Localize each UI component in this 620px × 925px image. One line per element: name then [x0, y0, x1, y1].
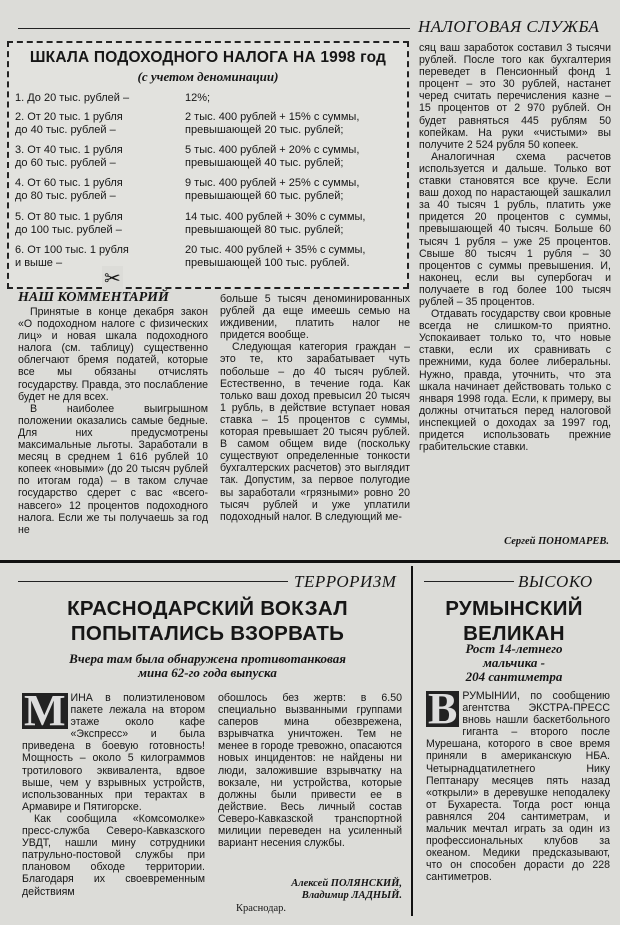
giant-headline: РУМЫНСКИЙ ВЕЛИКАН: [445, 597, 583, 645]
row-rate: 5 тыс. 400 рублей + 20% с суммы, превышающей 40 тыс. рублей;: [185, 144, 360, 169]
rubric-line: [18, 28, 410, 29]
paragraph: Как сообщила «Комсомолке» пресс-служба Северо-Кавказского УВДТ, нашли мину сотрудники патрульно-постовой службы при плановом обходе территории. Благодаря их своевременным действиям: [22, 812, 205, 898]
row-rate: 20 тыс. 400 рублей + 35% с суммы, превышающей 100 тыс. рублей.: [185, 244, 366, 269]
terror-section: [0, 566, 410, 921]
tax-author: Сергей ПОНОМАРЕВ.: [504, 536, 609, 547]
terror-column-2: [218, 692, 402, 876]
rubric-terror: ТЕРРОРИЗМ: [294, 572, 397, 591]
row-rate: 14 тыс. 400 рублей + 30% с суммы, превышающей 80 тыс. рублей;: [185, 211, 366, 236]
terror-lead: Вчера там была обнаружена противотанковая мина 62-го года выпуска: [69, 651, 346, 680]
row-bracket: 1. До 20 тыс. рублей –: [15, 92, 130, 104]
comment-title: НАШ КОММЕНТАРИЙ: [18, 290, 169, 305]
terror-headline: КРАСНОДАРСКИЙ ВОКЗАЛ ПОПЫТАЛИСЬ ВЗОРВАТЬ: [67, 597, 348, 645]
rubric-line: [18, 581, 288, 582]
row-bracket: 5. От 80 тыс. 1 рубля до 100 тыс. рублей –: [15, 211, 123, 236]
row-rate: 12%;: [185, 92, 211, 104]
paragraph: Принятые в конце декабря закон «О подоходном налоге с физических лиц» и новая шкала подоходного налога (см. таблицу) существенно облегчают бремя податей, которые все мы обязаны отчислять государству. Правда, это послабление будет не для всех.: [18, 306, 208, 403]
rubric-tax: НАЛОГОВАЯ СЛУЖБА: [418, 17, 600, 36]
column-divider: [411, 566, 413, 916]
paragraph: обошлось без жертв: в 6.50 специально вызванными группами саперов мина обезврежена, взрывчатка уничтожен. Тем не менее в городе тревожно, опасаются новых инцидентов: не найдены ни люди, заложившие взрывчатку на вокзале, ни устройства, которые должны были привести ее в действие. Весь личный состав Северо-Кавказской транспортной милиции переведен на усиленный вариант несения службы.: [218, 692, 402, 850]
dropcap: В: [428, 690, 458, 733]
tax-column-2: [220, 293, 410, 552]
rubric-giant: ВЫСОКО: [518, 572, 593, 591]
row-bracket: 6. От 100 тыс. 1 рубля и выше –: [15, 244, 129, 269]
table-subtitle: (с учетом деноминации): [137, 69, 279, 84]
rubric-line: [424, 581, 514, 582]
paragraph: сяц ваш заработок составил 3 тысячи рублей. После того как бухгалтерия переведет в Пенсионный фонд 1 процент – это 30 рублей, настанет черед считать перечисления казне – 15 процентов от 2 970 рублей. Он будет равняться 445 рублям 50 копейкам. На руки «чистыми» вы получите 2 524 рубля 50 копеек.: [419, 42, 611, 151]
tax-column-1: [18, 306, 208, 552]
terror-column-1: [22, 692, 205, 912]
row-rate: 9 тыс. 400 рублей + 25% с суммы, превышающей 60 тыс. рублей;: [185, 177, 360, 202]
row-bracket: 4. От 60 тыс. 1 рубля до 80 тыс. рублей –: [15, 177, 123, 202]
row-bracket: 3. От 40 тыс. 1 рубля до 60 тыс. рублей –: [15, 144, 123, 169]
section-divider: [0, 560, 620, 563]
terror-author-1: Алексей ПОЛЯНСКИЙ,: [291, 878, 402, 889]
giant-section: [414, 566, 620, 921]
giant-column: [426, 690, 610, 918]
tax-column-3: [419, 42, 611, 532]
paragraph: РУМЫНИИ, по сообщению агентства ЭКСТРА-ПРЕСС вновь нашли баскетбольного гиганта – второго после Мурешана, которого в свое время приняли в американскую НБА. Четырнадцатилетнего Нику Пептанару месяцев пять назад «открыли» в деревушке неподалеку от Бухареста. Тогда рост юнца равнялся 204 сантиметрам, и мальчик мечтал играть за один из профессиональных клубов за океаном. Медики предсказывают, что он способен дорасти до 228 сантиметров.: [426, 690, 610, 884]
giant-lead: Рост 14-летнего мальчика - 204 сантиметра: [465, 641, 563, 684]
paragraph: больше 5 тысяч деноминированных рублей да еще имеешь семью на иждивении, платить налог не придется вообще.: [220, 293, 410, 342]
terror-city: Краснодар.: [236, 903, 287, 914]
terror-author-2: Владимир ЛАДНЫЙ.: [301, 890, 402, 901]
paragraph: ИНА в полиэтиленовом пакете лежала на втором этаже около кафе «Экспресс» и была приведена в боевую готовность! Мощность – около 5 килограммов тротилового эквивалента, вдвое выше, чем у взрывных устройств, использованных при терактах в Армавире и Пятигорске.: [22, 692, 205, 813]
table-title: ШКАЛА ПОДОХОДНОГО НАЛОГА НА 1998 год: [29, 49, 387, 66]
paragraph: Аналогичная схема расчетов используется и дальше. Только вот ставки становятся все круче. Если ваш доход по нарастающей зашкалил за 40 тысяч 1 рубль, платить уже придется 20 процентов с суммы, превышающей 40 тысяч. Больше 60 тысяч 1 рубля – уже 25 процентов. Свыше 80 тысяч 1 рубля – 30 процентов с суммы превышения. И, наконец, если вы супербогач и получаете в год более 100 тысяч рублей – 35 процентов.: [419, 150, 611, 308]
row-rate: 2 тыс. 400 рублей + 15% с суммы, превышающей 20 тыс. рублей;: [185, 111, 360, 136]
tax-scale-table: [7, 41, 409, 289]
row-bracket: 2. От 20 тыс. 1 рубля до 40 тыс. рублей –: [15, 111, 123, 136]
paragraph: Следующая категория граждан – это те, кто зарабатывает чуть побольше – до 40 тысяч рублей. Естественно, в течение года. Как только ваш доход превысил 20 тысяч 1 рубль, в действие вступает новая ставка – 15 процентов с суммы, которая превышает 20 тысяч рублей. В самом общем виде (поскольку существуют определенные тонкости бухгалтерских расчетов) это выглядит так. Допустим, за первое полугодие вы заработали «грязными» ровно 20 тысяч рублей и уже уплатили подоходный налог. В следующий ме-: [220, 341, 410, 523]
dropcap: М: [24, 692, 66, 735]
scissors-icon: ✂: [104, 268, 121, 290]
paragraph: Отдавать государству свои кровные всегда не слишком-то приятно. Успокаивает только то, что новые ставки, если их сравнивать с прежними, куда более либеральны. Нужно, правда, уточнить, что эта шкала начинает действовать только с января 1998 года. Если, к примеру, вы должны отчитаться перед налоговой инспекцией о доходах за 1997 год, придется использовать прежние грабительские ставки.: [419, 308, 611, 454]
paragraph: В наиболее выигрышном положении оказались самые бедные. Для них предусмотрены максимальные льготы. Заработали в месяц в среднем 1 616 рублей 10 копеек «новыми» (до 20 тысяч рублей по итогам года) – в таком случае государство сдерет с вас «всего-навсего» 12 процентов подоходного налога. Если же ты получаешь за год не: [18, 402, 208, 536]
